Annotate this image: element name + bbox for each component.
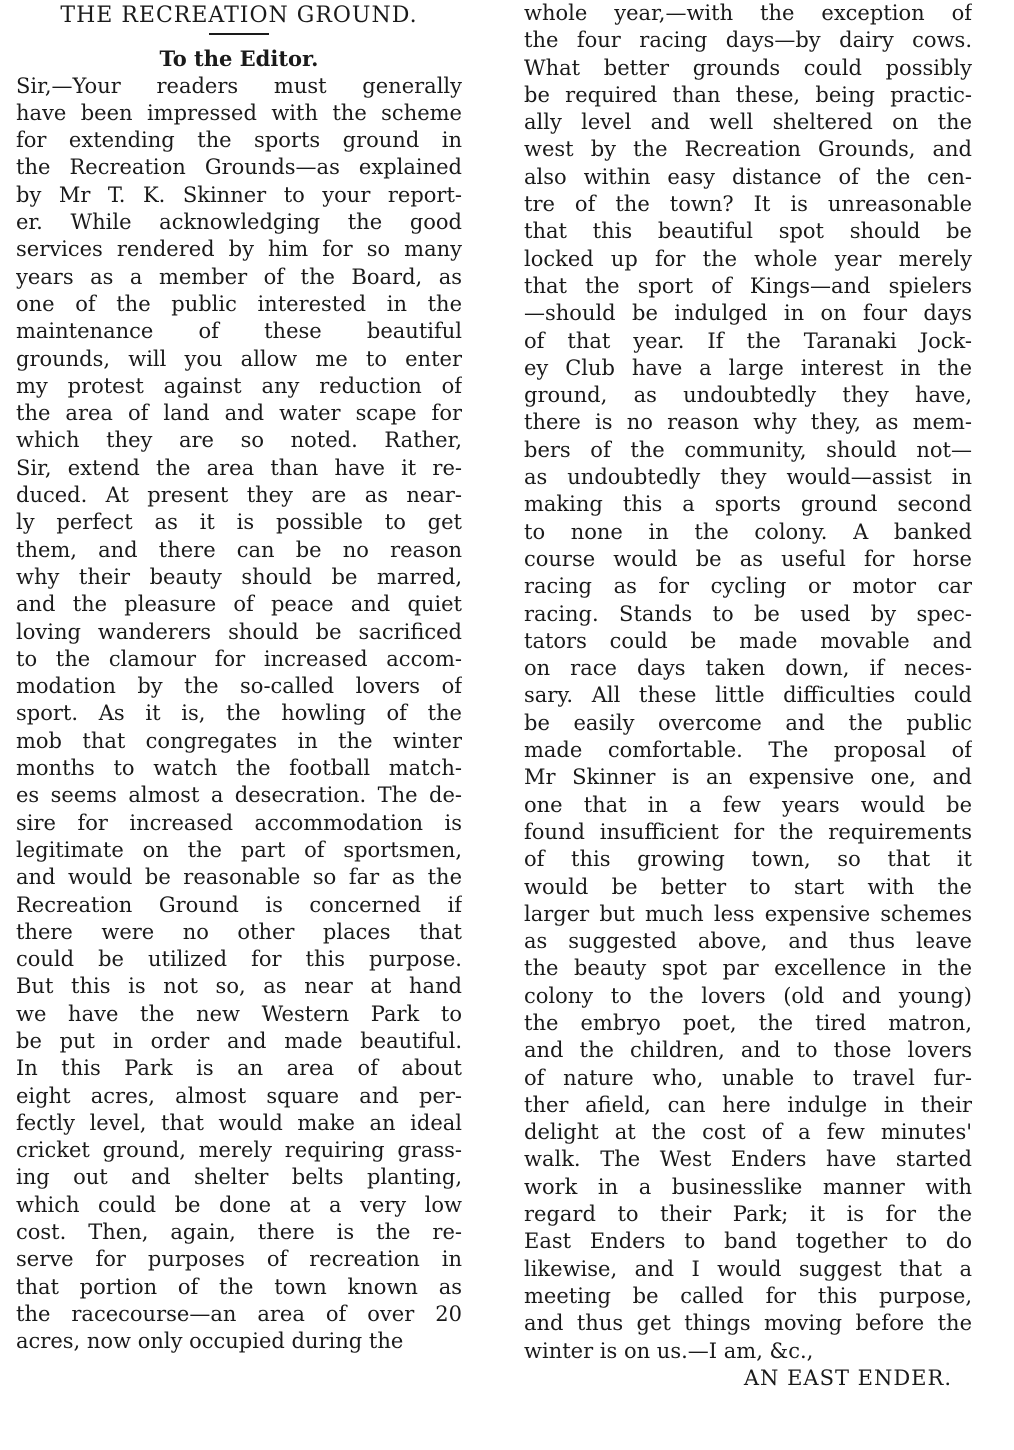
text-line: course would be as useful for horse — [524, 546, 972, 571]
text-line: ally level and well sheltered on the — [524, 110, 972, 135]
right-column — [524, 0, 972, 1392]
text-line: cricket ground, merely requiring grass- — [16, 1138, 462, 1163]
text-line: to none in the colony. A banked — [524, 519, 972, 544]
text-line: acres, now only occupied during the — [16, 1329, 404, 1354]
text-line: delight at the cost of a few minutes' — [524, 1120, 972, 1145]
text-line: locked up for the whole year merely — [524, 246, 972, 271]
text-line: eight acres, almost square and per- — [16, 1083, 462, 1108]
text-line: also within easy distance of the cen- — [524, 164, 972, 189]
text-line: on race days taken down, if neces- — [524, 656, 972, 681]
text-line: as suggested above, and thus leave — [524, 929, 972, 954]
text-line: winter is on us.—I am, &c., — [524, 1338, 814, 1363]
text-line: be put in order and made beautiful. — [16, 1028, 462, 1053]
text-line: cost. Then, again, there is the re- — [16, 1220, 462, 1245]
text-line: racing as for cycling or motor car — [524, 574, 972, 599]
text-line: work in a businesslike manner with — [524, 1174, 972, 1199]
text-line: loving wanderers should be sacrificed — [16, 619, 462, 644]
text-line: In this Park is an area of about — [16, 1056, 462, 1081]
text-line: ing out and shelter belts planting, — [16, 1165, 462, 1190]
text-line: ey Club have a large interest in the — [524, 355, 972, 380]
text-line: larger but much less expensive schemes — [524, 901, 972, 926]
text-line: making this a sports ground second — [524, 492, 972, 517]
text-line: that this beautiful spot should be — [524, 219, 972, 244]
text-line: Sir,—Your readers must generally — [16, 73, 462, 98]
text-line: likewise, and I would suggest that a — [524, 1256, 972, 1281]
left-column-text — [16, 73, 462, 1356]
text-line: the embryo poet, the tired matron, — [524, 1010, 972, 1035]
text-line: maintenance of these beautiful — [16, 319, 462, 344]
text-line: for extending the sports ground in — [16, 128, 462, 153]
text-line: made comfortable. The proposal of — [524, 738, 972, 763]
text-line: Recreation Ground is concerned if — [16, 892, 462, 917]
text-line: have been impressed with the scheme — [16, 100, 462, 125]
text-line: as undoubtedly they would—assist in — [524, 465, 972, 490]
text-line: modation by the so-called lovers of — [16, 674, 462, 699]
text-line: the Recreation Grounds—as explained — [16, 155, 462, 180]
text-line: be required than these, being practic- — [524, 82, 972, 107]
text-line: services rendered by him for so many — [16, 237, 462, 262]
text-line: there is no reason why they, as mem- — [524, 410, 972, 435]
text-line: there were no other places that — [16, 919, 462, 944]
text-line: we have the new Western Park to — [16, 1001, 462, 1026]
text-line: tre of the town? It is unreasonable — [524, 192, 972, 217]
text-line: serve for purposes of recreation in — [16, 1247, 462, 1272]
text-line: bers of the community, should not— — [524, 437, 972, 462]
text-line: which they are so noted. Rather, — [16, 428, 462, 453]
text-line: —should be indulged in on four days — [524, 301, 972, 326]
text-line: the four racing days—by dairy cows. — [524, 28, 972, 53]
text-line: Sir, extend the area than have it re- — [16, 455, 462, 480]
text-line: could be utilized for this purpose. — [16, 947, 462, 972]
text-line: that the sport of Kings—and spielers — [524, 273, 972, 298]
text-line: What better grounds could possibly — [524, 55, 972, 80]
text-line: and thus get things moving before the — [524, 1311, 972, 1336]
text-line: of that year. If the Taranaki Jock- — [524, 328, 972, 353]
text-line: and would be reasonable so far as the — [16, 865, 462, 890]
text-line: tators could be made movable and — [524, 628, 972, 653]
text-line: ther afield, can here indulge in their — [524, 1092, 972, 1117]
text-line: duced. At present they are as near- — [16, 483, 462, 508]
text-line: to the clamour for increased accom- — [16, 646, 462, 671]
text-line: the beauty spot par excellence in the — [524, 956, 972, 981]
text-line: walk. The West Enders have started — [524, 1147, 972, 1172]
text-line: months to watch the football match- — [16, 756, 462, 781]
text-line: whole year,—with the exception of — [524, 1, 972, 25]
text-line: one that in a few years would be — [524, 792, 972, 817]
text-line: would be better to start with the — [524, 874, 972, 899]
headline: THE RECREATION GROUND. — [60, 3, 418, 28]
text-line: the racecourse—an area of over 20 — [16, 1301, 462, 1326]
right-column-text — [524, 0, 972, 1365]
text-line: my protest against any reduction of — [16, 373, 462, 398]
text-line: years as a member of the Board, as — [16, 264, 462, 289]
text-line: es seems almost a desecration. The de- — [16, 783, 462, 808]
text-line: why their beauty should be marred, — [16, 564, 462, 589]
text-line: sary. All these little difficulties could — [524, 683, 972, 708]
text-line: grounds, will you allow me to enter — [16, 346, 462, 371]
text-line: and the children, and to those lovers — [524, 1038, 972, 1063]
text-line: sport. As it is, the howling of the — [16, 701, 462, 726]
text-line: mob that congregates in the winter — [16, 728, 462, 753]
text-line: one of the public interested in the — [16, 291, 462, 316]
text-line: and the pleasure of peace and quiet — [16, 592, 462, 617]
text-line: racing. Stands to be used by spec- — [524, 601, 972, 626]
text-line: that portion of the town known as — [16, 1274, 462, 1299]
text-line: of this growing town, so that it — [524, 847, 972, 872]
text-line: legitimate on the part of sportsmen, — [16, 837, 462, 862]
text-line: ly perfect as it is possible to get — [16, 510, 462, 535]
text-line: the area of land and water scape for — [16, 401, 462, 426]
text-line: which could be done at a very low — [16, 1192, 462, 1217]
text-line: colony to the lovers (old and young) — [524, 983, 972, 1008]
text-line: er. While acknowledging the good — [16, 210, 462, 235]
text-line: sire for increased accommodation is — [16, 810, 462, 835]
headline-rule — [209, 33, 269, 35]
text-line: Mr Skinner is an expensive one, and — [524, 765, 972, 790]
signoff: AN EAST ENDER. — [743, 1365, 952, 1390]
text-line: by Mr T. K. Skinner to your report- — [16, 182, 462, 207]
text-line: be easily overcome and the public — [524, 710, 972, 735]
text-line: them, and there can be no reason — [16, 537, 462, 562]
left-column — [16, 0, 462, 1356]
text-line: East Enders to band together to do — [524, 1229, 972, 1254]
text-line: But this is not so, as near at hand — [16, 974, 462, 999]
text-line: west by the Recreation Grounds, and — [524, 137, 972, 162]
text-line: regard to their Park; it is for the — [524, 1202, 972, 1227]
text-line: fectly level, that would make an ideal — [16, 1110, 462, 1135]
text-line: meeting be called for this purpose, — [524, 1283, 972, 1308]
text-line: ground, as undoubtedly they have, — [524, 383, 972, 408]
salutation: To the Editor. — [159, 46, 319, 72]
text-line: of nature who, unable to travel fur- — [524, 1065, 972, 1090]
text-line: found insufficient for the requirements — [524, 819, 972, 844]
